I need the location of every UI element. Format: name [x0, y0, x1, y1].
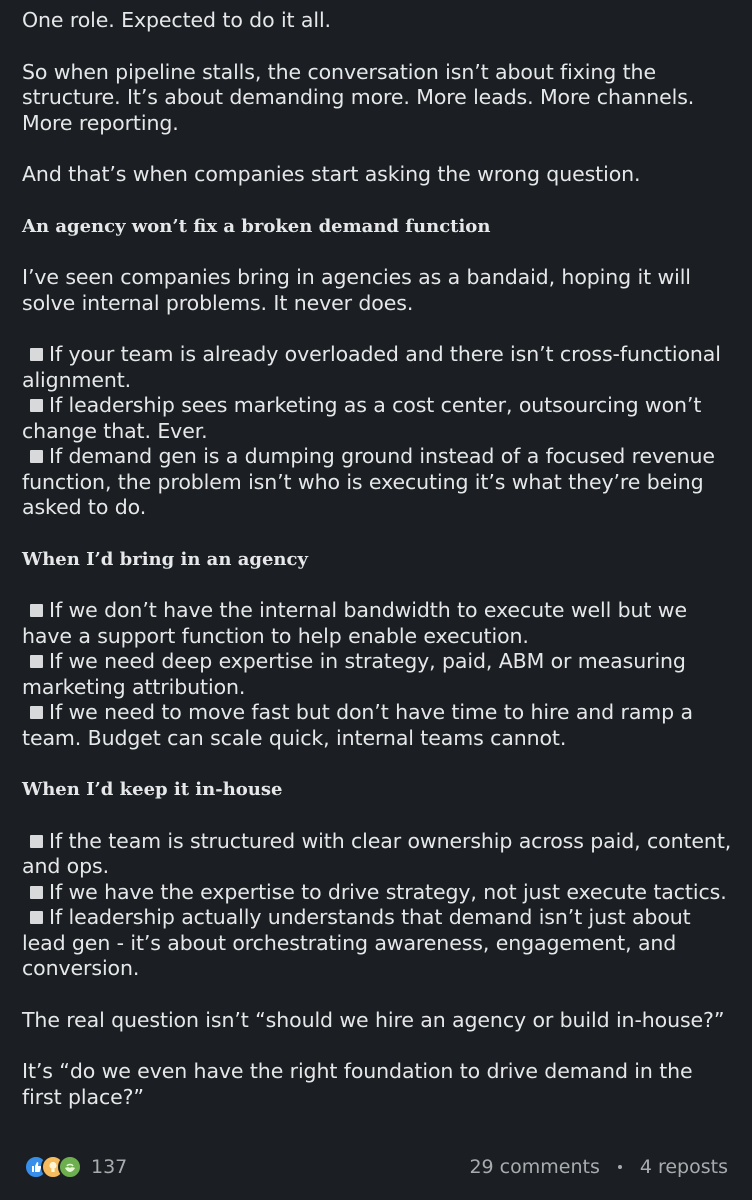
bullet-item: [22, 880, 734, 906]
reaction-count[interactable]: 137: [91, 1156, 128, 1178]
section-heading: An agency won’t fix a broken demand function: [22, 215, 491, 237]
support-icon: [58, 1155, 82, 1179]
bullet-item: [22, 905, 734, 982]
paragraph: One role. Expected to do it all.: [22, 8, 331, 32]
bullet-item: [22, 444, 734, 521]
section-heading: When I’d keep it in-house: [22, 779, 283, 800]
square-bullet-icon: [30, 886, 43, 899]
bullet-text: If leadership actually understands that demand isn’t just about lead gen - it’s about orchestrating awareness, engagement, and conversion.: [22, 905, 691, 980]
section-heading: When I’d bring in an agency: [22, 548, 308, 570]
reactions-button[interactable]: [24, 1156, 82, 1178]
paragraph: The real question isn’t “should we hire an agency or build in-house?”: [22, 1007, 725, 1032]
square-bullet-icon: [30, 604, 43, 617]
bullet-item: [22, 649, 734, 700]
bullet-item: [22, 598, 734, 649]
separator-dot: [618, 1165, 622, 1169]
bullet-item: [22, 700, 734, 751]
bullet-item: [22, 342, 734, 393]
bullet-text: If we don’t have the internal bandwidth to execute well but we have a support function to help enable execution.: [22, 598, 687, 648]
square-bullet-icon: [30, 911, 43, 924]
bullet-text: If we need to move fast but don’t have time to hire and ramp a team. Budget can scale quick, internal teams cannot.: [22, 700, 693, 750]
paragraph: I’ve seen companies bring in agencies as a bandaid, hoping it will solve internal problems. It never does.: [22, 265, 691, 315]
paragraph: It’s “do we even have the right foundation to drive demand in the first place?”: [22, 1059, 693, 1109]
bullet-item: [22, 829, 734, 880]
bullet-text: If leadership sees marketing as a cost center, outsourcing won’t change that. Ever.: [22, 393, 702, 443]
bullet-text: If demand gen is a dumping ground instead of a focused revenue function, the problem isn’t who is executing it’s what they’re being asked to do.: [22, 444, 715, 519]
reposts-count-link[interactable]: 4 reposts: [639, 1156, 728, 1178]
square-bullet-icon: [30, 835, 43, 848]
bullet-item: [22, 393, 734, 444]
square-bullet-icon: [30, 655, 43, 668]
square-bullet-icon: [30, 348, 43, 361]
engagement-stats: [469, 1156, 728, 1178]
square-bullet-icon: [30, 450, 43, 463]
bullet-text: If we need deep expertise in strategy, paid, ABM or measuring marketing attribution.: [22, 649, 686, 699]
bullet-text: If the team is structured with clear ownership across paid, content, and ops.: [22, 828, 732, 878]
social-counts-bar: [0, 1150, 752, 1186]
post-body: [22, 8, 734, 1110]
square-bullet-icon: [30, 399, 43, 412]
paragraph: And that’s when companies start asking the wrong question.: [22, 162, 641, 186]
square-bullet-icon: [30, 706, 43, 719]
bullet-text: If we have the expertise to drive strategy, not just execute tactics.: [49, 879, 727, 904]
comments-count-link[interactable]: 29 comments: [469, 1156, 600, 1178]
paragraph: So when pipeline stalls, the conversation isn’t about fixing the structure. It’s about demanding more. More leads. More channels. More reporting.: [22, 59, 695, 135]
bullet-text: If your team is already overloaded and there isn’t cross-functional alignment.: [22, 342, 721, 392]
